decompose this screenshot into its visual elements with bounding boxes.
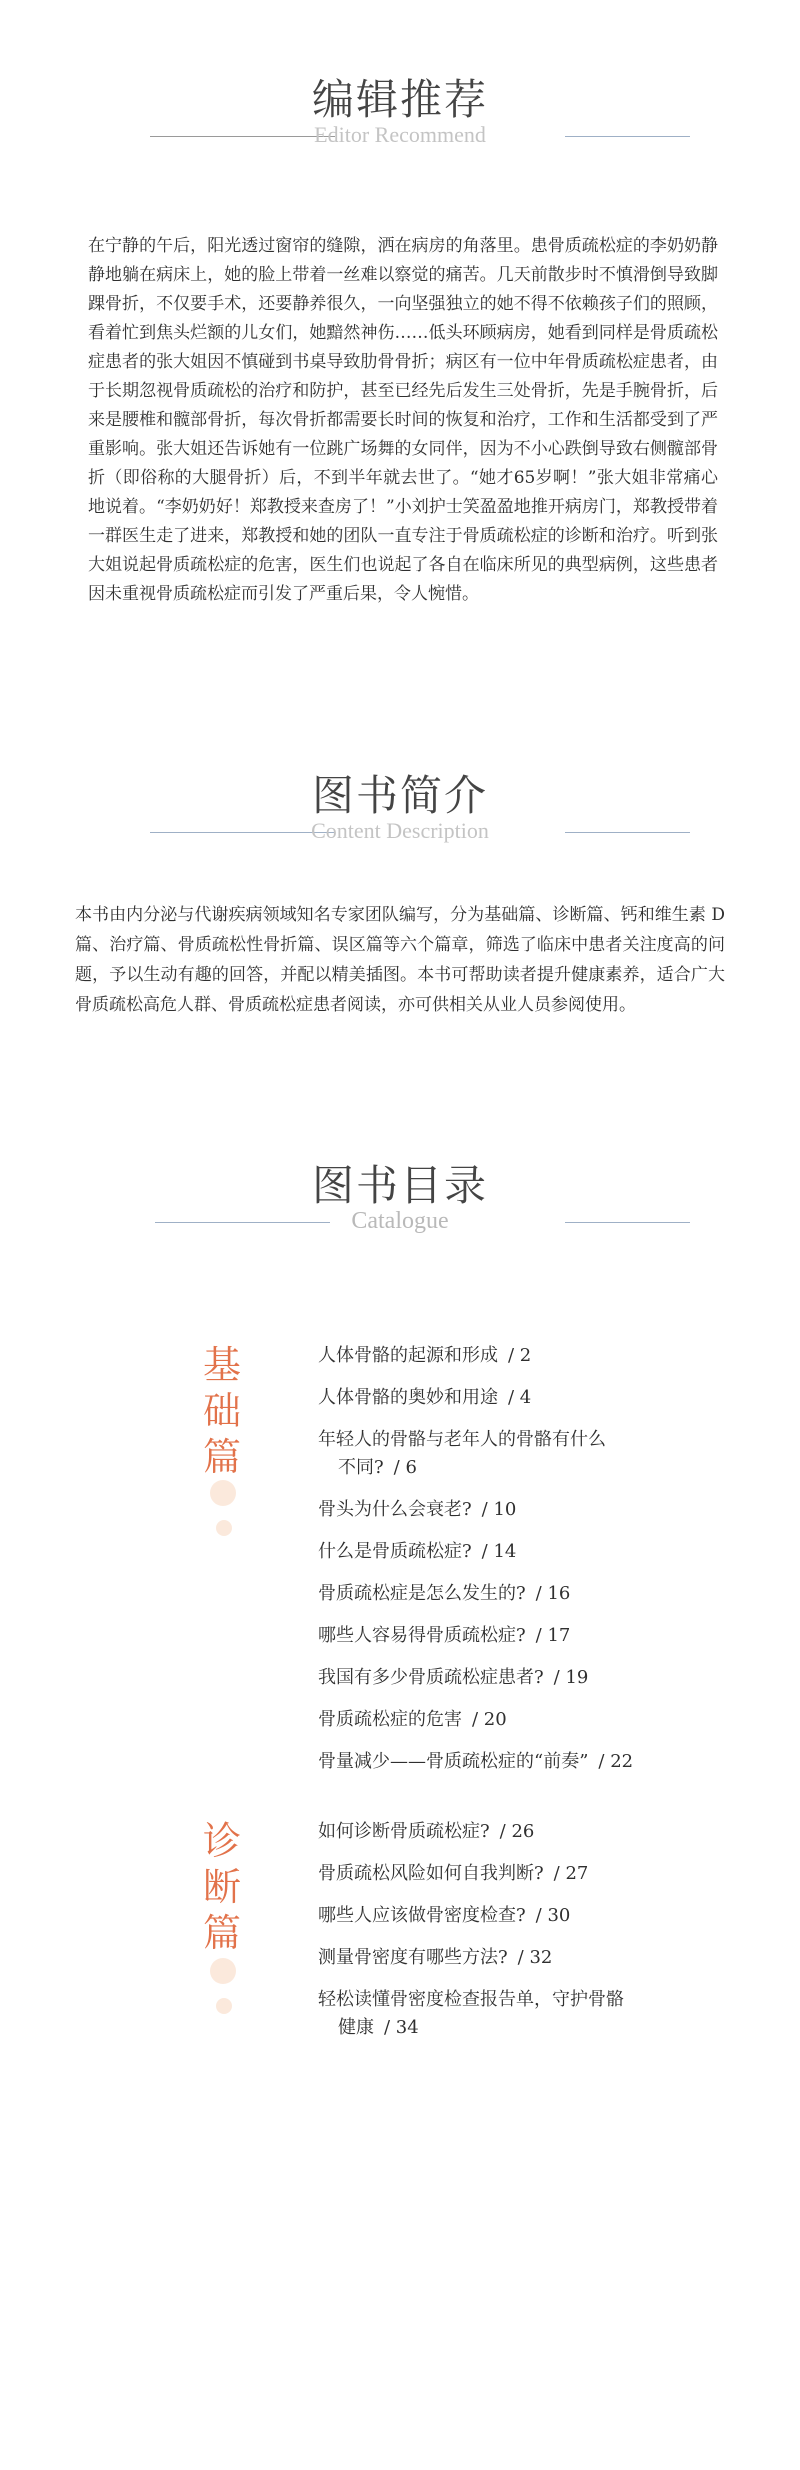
toc-item[interactable]: 骨质疏松症是怎么发生的? / 16 [318, 1583, 571, 1604]
part-label-diagnosis: 诊断篇 [202, 1819, 241, 1955]
editor-recommend-subtitle: Editor Recommend [314, 122, 486, 147]
catalogue-heading [0, 1158, 800, 1248]
catalogue-subtitle: Catalogue [351, 1208, 449, 1234]
toc-item[interactable]: 骨头为什么会衰老? / 10 [318, 1499, 517, 1520]
editor-recommend-title: 编辑推荐 [311, 75, 488, 124]
toc-item[interactable]: 轻松读懂骨密度检查报告单，守护骨骼 健康 / 34 [318, 1989, 624, 2038]
toc-list-diagnosis [318, 1818, 718, 2056]
toc-item[interactable]: 我国有多少骨质疏松症患者? / 19 [318, 1667, 589, 1688]
decorative-dot [210, 1958, 236, 1984]
catalogue-title: 图书目录 [311, 1161, 488, 1210]
content-description-title: 图书简介 [311, 771, 488, 820]
content-description-heading [0, 768, 800, 858]
editor-recommend-paragraph: 在宁静的午后，阳光透过窗帘的缝隙，洒在病房的角落里。患骨质疏松症的李奶奶静静地躺在病床上，她的脸上带着一丝难以察觉的痛苦。几天前散步时不慎滑倒导致脚踝骨折，不仅要手术，还要静养很久，一向坚强独立的她不得不依赖孩子们的照顾，看着忙到焦头烂额的儿女们，她黯然神伤……低头环顾病房，她看到同样是骨质疏松症患者的张大姐因不慎碰到书桌导致肋骨骨折；病区有一位中年骨质疏松症患者，由于长期忽视骨质疏松的治疗和防护，甚至已经先后发生三处骨折，先是手腕骨折，后来是腰椎和髋部骨折，每次骨折都需要长时间的恢复和治疗，工作和生活都受到了严重影响。张大姐还告诉她有一位跳广场舞的女同伴，因为不小心跌倒导致右侧髋部骨折（即俗称的大腿骨折）后，不到半年就去世了。“她才65岁啊！”张大姐非常痛心地说着。“李奶奶好！郑教授来查房了！”小刘护士笑盈盈地推开病房门，郑教授带着一群医生走了进来，郑教授和她的团队一直专注于骨质疏松症的诊断和治疗。听到张大姐说起骨质疏松症的危害，医生们也说起了各自在临床所见的典型病例，这些患者因未重视骨质疏松症而引发了严重后果，令人惋惜。 [88, 236, 718, 604]
toc-item[interactable]: 人体骨骼的奥妙和用途 / 4 [318, 1387, 532, 1408]
toc-item[interactable]: 骨质疏松风险如何自我判断? / 27 [318, 1863, 589, 1884]
toc-item[interactable]: 如何诊断骨质疏松症? / 26 [318, 1821, 535, 1842]
content-description-paragraph: 本书由内分泌与代谢疾病领域知名专家团队编写，分为基础篇、诊断篇、钙和维生素 D篇、治疗篇、骨质疏松性骨折篇、误区篇等六个篇章，筛选了临床中患者关注度高的问题，予以生动有趣的回答，并配以精美插图。本书可帮助读者提升健康素养，适合广大骨质疏松高危人群、骨质疏松症患者阅读，亦可供相关从业人员参阅使用。 [75, 905, 725, 1015]
decorative-dot [210, 1480, 236, 1506]
toc-item[interactable]: 年轻人的骨骼与老年人的骨骼有什么 不同? / 6 [318, 1429, 606, 1478]
toc-item[interactable]: 什么是骨质疏松症? / 14 [318, 1541, 517, 1562]
toc-item[interactable]: 哪些人应该做骨密度检查? / 30 [318, 1905, 571, 1926]
content-description-subtitle: Content Description [311, 818, 489, 843]
toc-item[interactable]: 哪些人容易得骨质疏松症? / 17 [318, 1625, 571, 1646]
toc-item[interactable]: 测量骨密度有哪些方法? / 32 [318, 1947, 553, 1968]
toc-item[interactable]: 骨质疏松症的危害 / 20 [318, 1709, 507, 1730]
part-label-basics: 基础篇 [202, 1343, 241, 1479]
decorative-dot [216, 1998, 232, 2014]
toc-item[interactable]: 骨量减少——骨质疏松症的“前奏” / 22 [318, 1751, 634, 1772]
toc-item[interactable]: 人体骨骼的起源和形成 / 2 [318, 1345, 532, 1366]
decorative-dot [216, 1520, 232, 1536]
toc-list-basics [318, 1342, 718, 1790]
editor-recommend-heading [0, 72, 800, 162]
